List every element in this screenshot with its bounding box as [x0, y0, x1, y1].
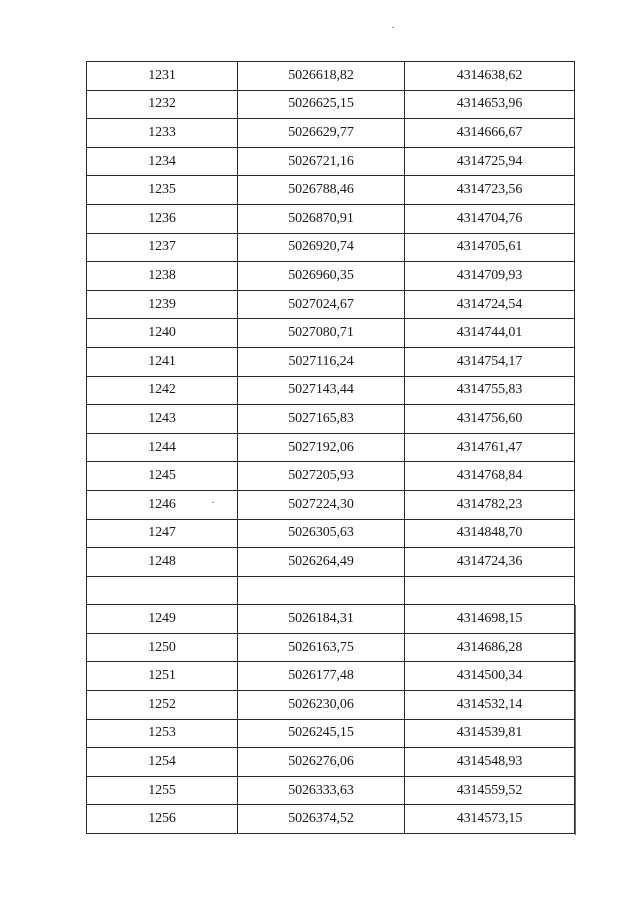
x-coordinate-cell: 5027205,93 — [238, 462, 405, 491]
point-number-cell: 1235 — [87, 176, 238, 205]
scan-speck — [212, 502, 214, 503]
x-coordinate-cell: 5026276,06 — [238, 748, 405, 777]
y-coordinate-cell: 4314704,76 — [405, 204, 575, 233]
coordinates-table-body — [87, 62, 575, 834]
y-coordinate-cell: 4314559,52 — [405, 776, 575, 805]
table-row — [87, 176, 575, 205]
scan-edge-line — [575, 605, 576, 835]
point-number-cell: 1248 — [87, 548, 238, 577]
point-number-cell: 1249 — [87, 605, 238, 634]
table-row — [87, 90, 575, 119]
y-coordinate-cell: 4314848,70 — [405, 519, 575, 548]
table-row — [87, 776, 575, 805]
point-number-cell: 1242 — [87, 376, 238, 405]
table-row — [87, 633, 575, 662]
table-row — [87, 319, 575, 348]
x-coordinate-cell: 5026230,06 — [238, 691, 405, 720]
y-coordinate-cell: 4314539,81 — [405, 719, 575, 748]
point-number-cell: 1241 — [87, 347, 238, 376]
table-row — [87, 662, 575, 691]
point-number-cell: 1252 — [87, 691, 238, 720]
x-coordinate-cell: 5026264,49 — [238, 548, 405, 577]
y-coordinate-cell: 4314705,61 — [405, 233, 575, 262]
y-coordinate-cell: 4314653,96 — [405, 90, 575, 119]
table-row — [87, 262, 575, 291]
point-number-cell: 1232 — [87, 90, 238, 119]
point-number-cell: 1234 — [87, 147, 238, 176]
y-coordinate-cell: 4314755,83 — [405, 376, 575, 405]
y-coordinate-cell: 4314724,54 — [405, 290, 575, 319]
table-row — [87, 805, 575, 834]
point-number-cell: 1254 — [87, 748, 238, 777]
point-number-cell: 1255 — [87, 776, 238, 805]
point-number-cell: 1244 — [87, 433, 238, 462]
point-number-cell: 1240 — [87, 319, 238, 348]
table-row — [87, 462, 575, 491]
x-coordinate-cell: 5027192,06 — [238, 433, 405, 462]
scan-speck — [392, 27, 394, 28]
table-row — [87, 576, 575, 605]
x-coordinate-cell: 5027116,24 — [238, 347, 405, 376]
y-coordinate-cell: 4314744,01 — [405, 319, 575, 348]
y-coordinate-cell: 4314500,34 — [405, 662, 575, 691]
table-row — [87, 548, 575, 577]
table-row — [87, 376, 575, 405]
y-coordinate-cell: 4314724,36 — [405, 548, 575, 577]
coordinates-table — [86, 61, 575, 834]
y-coordinate-cell: 4314782,23 — [405, 490, 575, 519]
point-number-cell: 1243 — [87, 405, 238, 434]
point-number-cell: 1247 — [87, 519, 238, 548]
table-row — [87, 119, 575, 148]
x-coordinate-cell: 5027143,44 — [238, 376, 405, 405]
x-coordinate-cell: 5026870,91 — [238, 204, 405, 233]
x-coordinate-cell: 5026721,16 — [238, 147, 405, 176]
table-row — [87, 204, 575, 233]
y-coordinate-cell: 4314756,60 — [405, 405, 575, 434]
y-coordinate-cell: 4314754,17 — [405, 347, 575, 376]
y-coordinate-cell: 4314548,93 — [405, 748, 575, 777]
table-row — [87, 719, 575, 748]
x-coordinate-cell: 5026629,77 — [238, 119, 405, 148]
x-coordinate-cell: 5026618,82 — [238, 62, 405, 91]
x-coordinate-cell: 5027165,83 — [238, 405, 405, 434]
y-coordinate-cell — [405, 576, 575, 605]
point-number-cell: 1256 — [87, 805, 238, 834]
point-number-cell: 1231 — [87, 62, 238, 91]
table-row — [87, 347, 575, 376]
y-coordinate-cell: 4314573,15 — [405, 805, 575, 834]
table-row — [87, 147, 575, 176]
x-coordinate-cell: 5026305,63 — [238, 519, 405, 548]
x-coordinate-cell: 5026184,31 — [238, 605, 405, 634]
table-row — [87, 433, 575, 462]
y-coordinate-cell: 4314709,93 — [405, 262, 575, 291]
point-number-cell: 1246 — [87, 490, 238, 519]
point-number-cell: 1236 — [87, 204, 238, 233]
y-coordinate-cell: 4314698,15 — [405, 605, 575, 634]
table-row — [87, 290, 575, 319]
x-coordinate-cell: 5026788,46 — [238, 176, 405, 205]
point-number-cell — [87, 576, 238, 605]
table-row — [87, 519, 575, 548]
table-row — [87, 748, 575, 777]
point-number-cell: 1253 — [87, 719, 238, 748]
table-row — [87, 490, 575, 519]
x-coordinate-cell: 5026177,48 — [238, 662, 405, 691]
y-coordinate-cell: 4314761,47 — [405, 433, 575, 462]
y-coordinate-cell: 4314686,28 — [405, 633, 575, 662]
x-coordinate-cell: 5027080,71 — [238, 319, 405, 348]
table-row — [87, 405, 575, 434]
x-coordinate-cell: 5026163,75 — [238, 633, 405, 662]
x-coordinate-cell: 5026960,35 — [238, 262, 405, 291]
table-row — [87, 233, 575, 262]
point-number-cell: 1233 — [87, 119, 238, 148]
table-row — [87, 62, 575, 91]
x-coordinate-cell: 5026625,15 — [238, 90, 405, 119]
y-coordinate-cell: 4314532,14 — [405, 691, 575, 720]
x-coordinate-cell: 5026374,52 — [238, 805, 405, 834]
y-coordinate-cell: 4314638,62 — [405, 62, 575, 91]
x-coordinate-cell — [238, 576, 405, 605]
point-number-cell: 1239 — [87, 290, 238, 319]
y-coordinate-cell: 4314723,56 — [405, 176, 575, 205]
point-number-cell: 1250 — [87, 633, 238, 662]
point-number-cell: 1238 — [87, 262, 238, 291]
table-row — [87, 605, 575, 634]
y-coordinate-cell: 4314725,94 — [405, 147, 575, 176]
x-coordinate-cell: 5026245,15 — [238, 719, 405, 748]
x-coordinate-cell: 5026333,63 — [238, 776, 405, 805]
point-number-cell: 1237 — [87, 233, 238, 262]
y-coordinate-cell: 4314768,84 — [405, 462, 575, 491]
x-coordinate-cell: 5026920,74 — [238, 233, 405, 262]
x-coordinate-cell: 5027024,67 — [238, 290, 405, 319]
point-number-cell: 1251 — [87, 662, 238, 691]
x-coordinate-cell: 5027224,30 — [238, 490, 405, 519]
y-coordinate-cell: 4314666,67 — [405, 119, 575, 148]
table-row — [87, 691, 575, 720]
point-number-cell: 1245 — [87, 462, 238, 491]
